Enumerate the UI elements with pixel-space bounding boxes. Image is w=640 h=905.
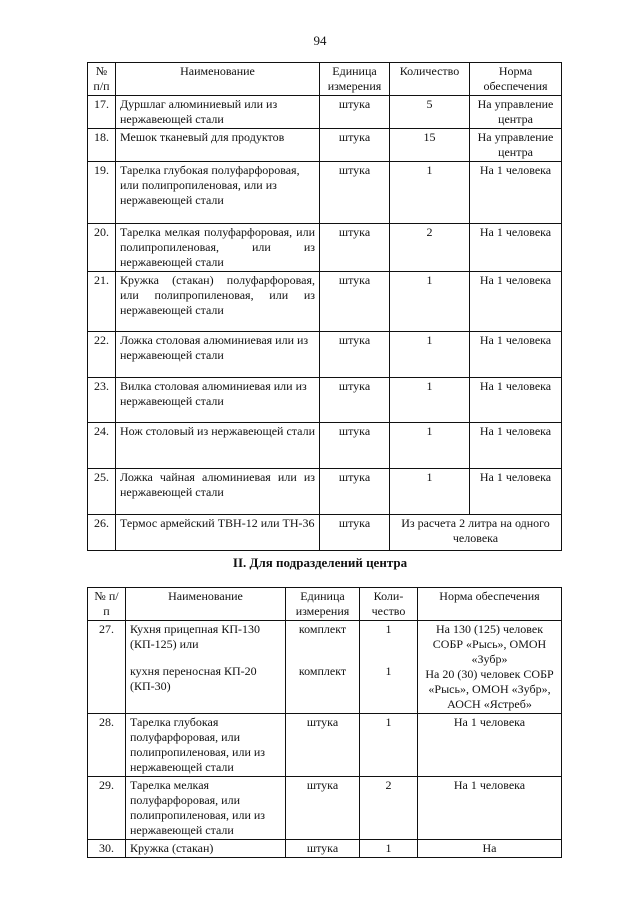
table-row [88, 621, 562, 714]
row-name-a: Кухня прицепная КП-130 (КП-125) или [130, 622, 260, 651]
header-num: № п/п [88, 63, 116, 96]
table-row [88, 272, 562, 332]
row-norm-merged: Из расчета 2 литра на одного человека [390, 515, 562, 551]
row-num: 18. [88, 129, 116, 162]
row-qty: 5 [390, 96, 470, 129]
row-qty: 1 [390, 378, 470, 423]
row-num: 28. [88, 714, 126, 777]
row-norm [418, 621, 562, 714]
header-norm: Норма обеспечения [418, 588, 562, 621]
table-row [88, 96, 562, 129]
row-unit: штука [320, 469, 390, 515]
row-name: Термос армейский ТВН-12 или ТН-36 [116, 515, 320, 551]
row-num: 21. [88, 272, 116, 332]
row-norm: На управление центра [470, 129, 562, 162]
page-number: 94 [313, 33, 327, 48]
row-norm: На управление центра [470, 96, 562, 129]
row-name [126, 621, 286, 714]
row-unit: штука [320, 515, 390, 551]
spacer [364, 637, 413, 664]
row-unit: штука [320, 332, 390, 378]
row-norm: На 1 человека [418, 714, 562, 777]
table-row [88, 423, 562, 469]
row-norm: На 1 человека [470, 332, 562, 378]
table-row [88, 777, 562, 840]
row-norm: На 1 человека [418, 777, 562, 840]
row-num: 30. [88, 840, 126, 858]
row-qty: 2 [390, 224, 470, 272]
row-num: 17. [88, 96, 116, 129]
row-qty: 1 [390, 332, 470, 378]
row-name: Тарелка глубокая полуфарфоровая, или полипропиленовая, или из нержавеющей стали [126, 714, 286, 777]
supplies-table-1 [87, 62, 562, 551]
row-name-b: кухня переносная КП-20 (КП-30) [130, 664, 257, 693]
row-name: Нож столовый из нержавеющей стали [116, 423, 320, 469]
header-unit: Единица измерения [320, 63, 390, 96]
row-name: Вилка столовая алюминиевая или из нержавеющей стали [116, 378, 320, 423]
row-unit-b: комплект [298, 664, 347, 678]
row-unit: штука [320, 272, 390, 332]
row-qty: 2 [360, 777, 418, 840]
row-name: Дуршлаг алюминиевый или из нержавеющей стали [116, 96, 320, 129]
row-qty: 1 [390, 469, 470, 515]
row-name: Тарелка глубокая полуфарфоровая, или полипропиленовая, или из нержавеющей стали [116, 162, 320, 224]
spacer [290, 637, 355, 664]
table-row [88, 332, 562, 378]
row-norm: На 1 человека [470, 469, 562, 515]
row-norm: На 1 человека [470, 224, 562, 272]
row-num: 26. [88, 515, 116, 551]
header-qty: Количество [390, 63, 470, 96]
row-name: Ложка чайная алюминиевая или из нержавеющей стали [116, 469, 320, 515]
row-unit: штука [320, 423, 390, 469]
row-num: 27. [88, 621, 126, 714]
row-qty: 1 [360, 714, 418, 777]
row-qty-a: 1 [385, 622, 392, 636]
table-row [88, 129, 562, 162]
row-unit: штука [286, 840, 360, 858]
row-num: 29. [88, 777, 126, 840]
table-row [88, 840, 562, 858]
row-unit: штука [320, 224, 390, 272]
table-row [88, 714, 562, 777]
row-name: Кружка (стакан) [126, 840, 286, 858]
row-name: Ложка столовая алюминиевая или из нержавеющей стали [116, 332, 320, 378]
header-name: Наименование [116, 63, 320, 96]
table-row [88, 224, 562, 272]
row-qty: 1 [390, 423, 470, 469]
row-num: 19. [88, 162, 116, 224]
header-name: Наименование [126, 588, 286, 621]
row-unit-a: комплект [298, 622, 347, 636]
row-num: 23. [88, 378, 116, 423]
row-unit: штука [320, 378, 390, 423]
table-row [88, 515, 562, 551]
spacer [130, 652, 281, 664]
row-num: 24. [88, 423, 116, 469]
header-norm: Норма обеспечения [470, 63, 562, 96]
row-norm: На 1 человека [470, 162, 562, 224]
row-name: Тарелка мелкая полуфарфоровая, или полипропиленовая, или из нержавеющей стали [116, 224, 320, 272]
row-unit: штука [286, 777, 360, 840]
header-qty: Коли- чество [360, 588, 418, 621]
header-num: № п/п [88, 588, 126, 621]
row-qty: 15 [390, 129, 470, 162]
row-num: 22. [88, 332, 116, 378]
table-row [88, 469, 562, 515]
row-norm: На 1 человека [470, 378, 562, 423]
row-qty: 1 [390, 272, 470, 332]
row-norm-a: На 130 (125) человек СОБР «Рысь», ОМОН «Зубр» [432, 622, 547, 666]
row-unit: штука [320, 96, 390, 129]
row-qty: 1 [360, 840, 418, 858]
table-header-row [88, 588, 562, 621]
row-norm: На 1 человека [470, 272, 562, 332]
row-norm: На 1 человека [470, 423, 562, 469]
row-qty [360, 621, 418, 714]
row-num: 20. [88, 224, 116, 272]
row-name: Мешок тканевый для продуктов [116, 129, 320, 162]
row-name: Тарелка мелкая полуфарфоровая, или полипропиленовая, или из нержавеющей стали [126, 777, 286, 840]
row-qty-b: 1 [385, 664, 392, 678]
row-qty: 1 [390, 162, 470, 224]
row-unit: штука [320, 129, 390, 162]
section-title: II. Для подразделений центра [232, 555, 408, 570]
row-norm-b: На 20 (30) человек СОБР «Рысь», ОМОН «Зубр», АОСН «Ястреб» [425, 667, 554, 711]
table-header-row [88, 63, 562, 96]
supplies-table-2 [87, 587, 562, 858]
row-num: 25. [88, 469, 116, 515]
row-unit: штука [286, 714, 360, 777]
header-unit: Единица измерения [286, 588, 360, 621]
table-row [88, 162, 562, 224]
row-unit [286, 621, 360, 714]
table-row [88, 378, 562, 423]
row-name: Кружка (стакан) полуфарфоровая, или полипропиленовая, или из нержавеющей стали [116, 272, 320, 332]
row-norm: На [418, 840, 562, 858]
row-unit: штука [320, 162, 390, 224]
